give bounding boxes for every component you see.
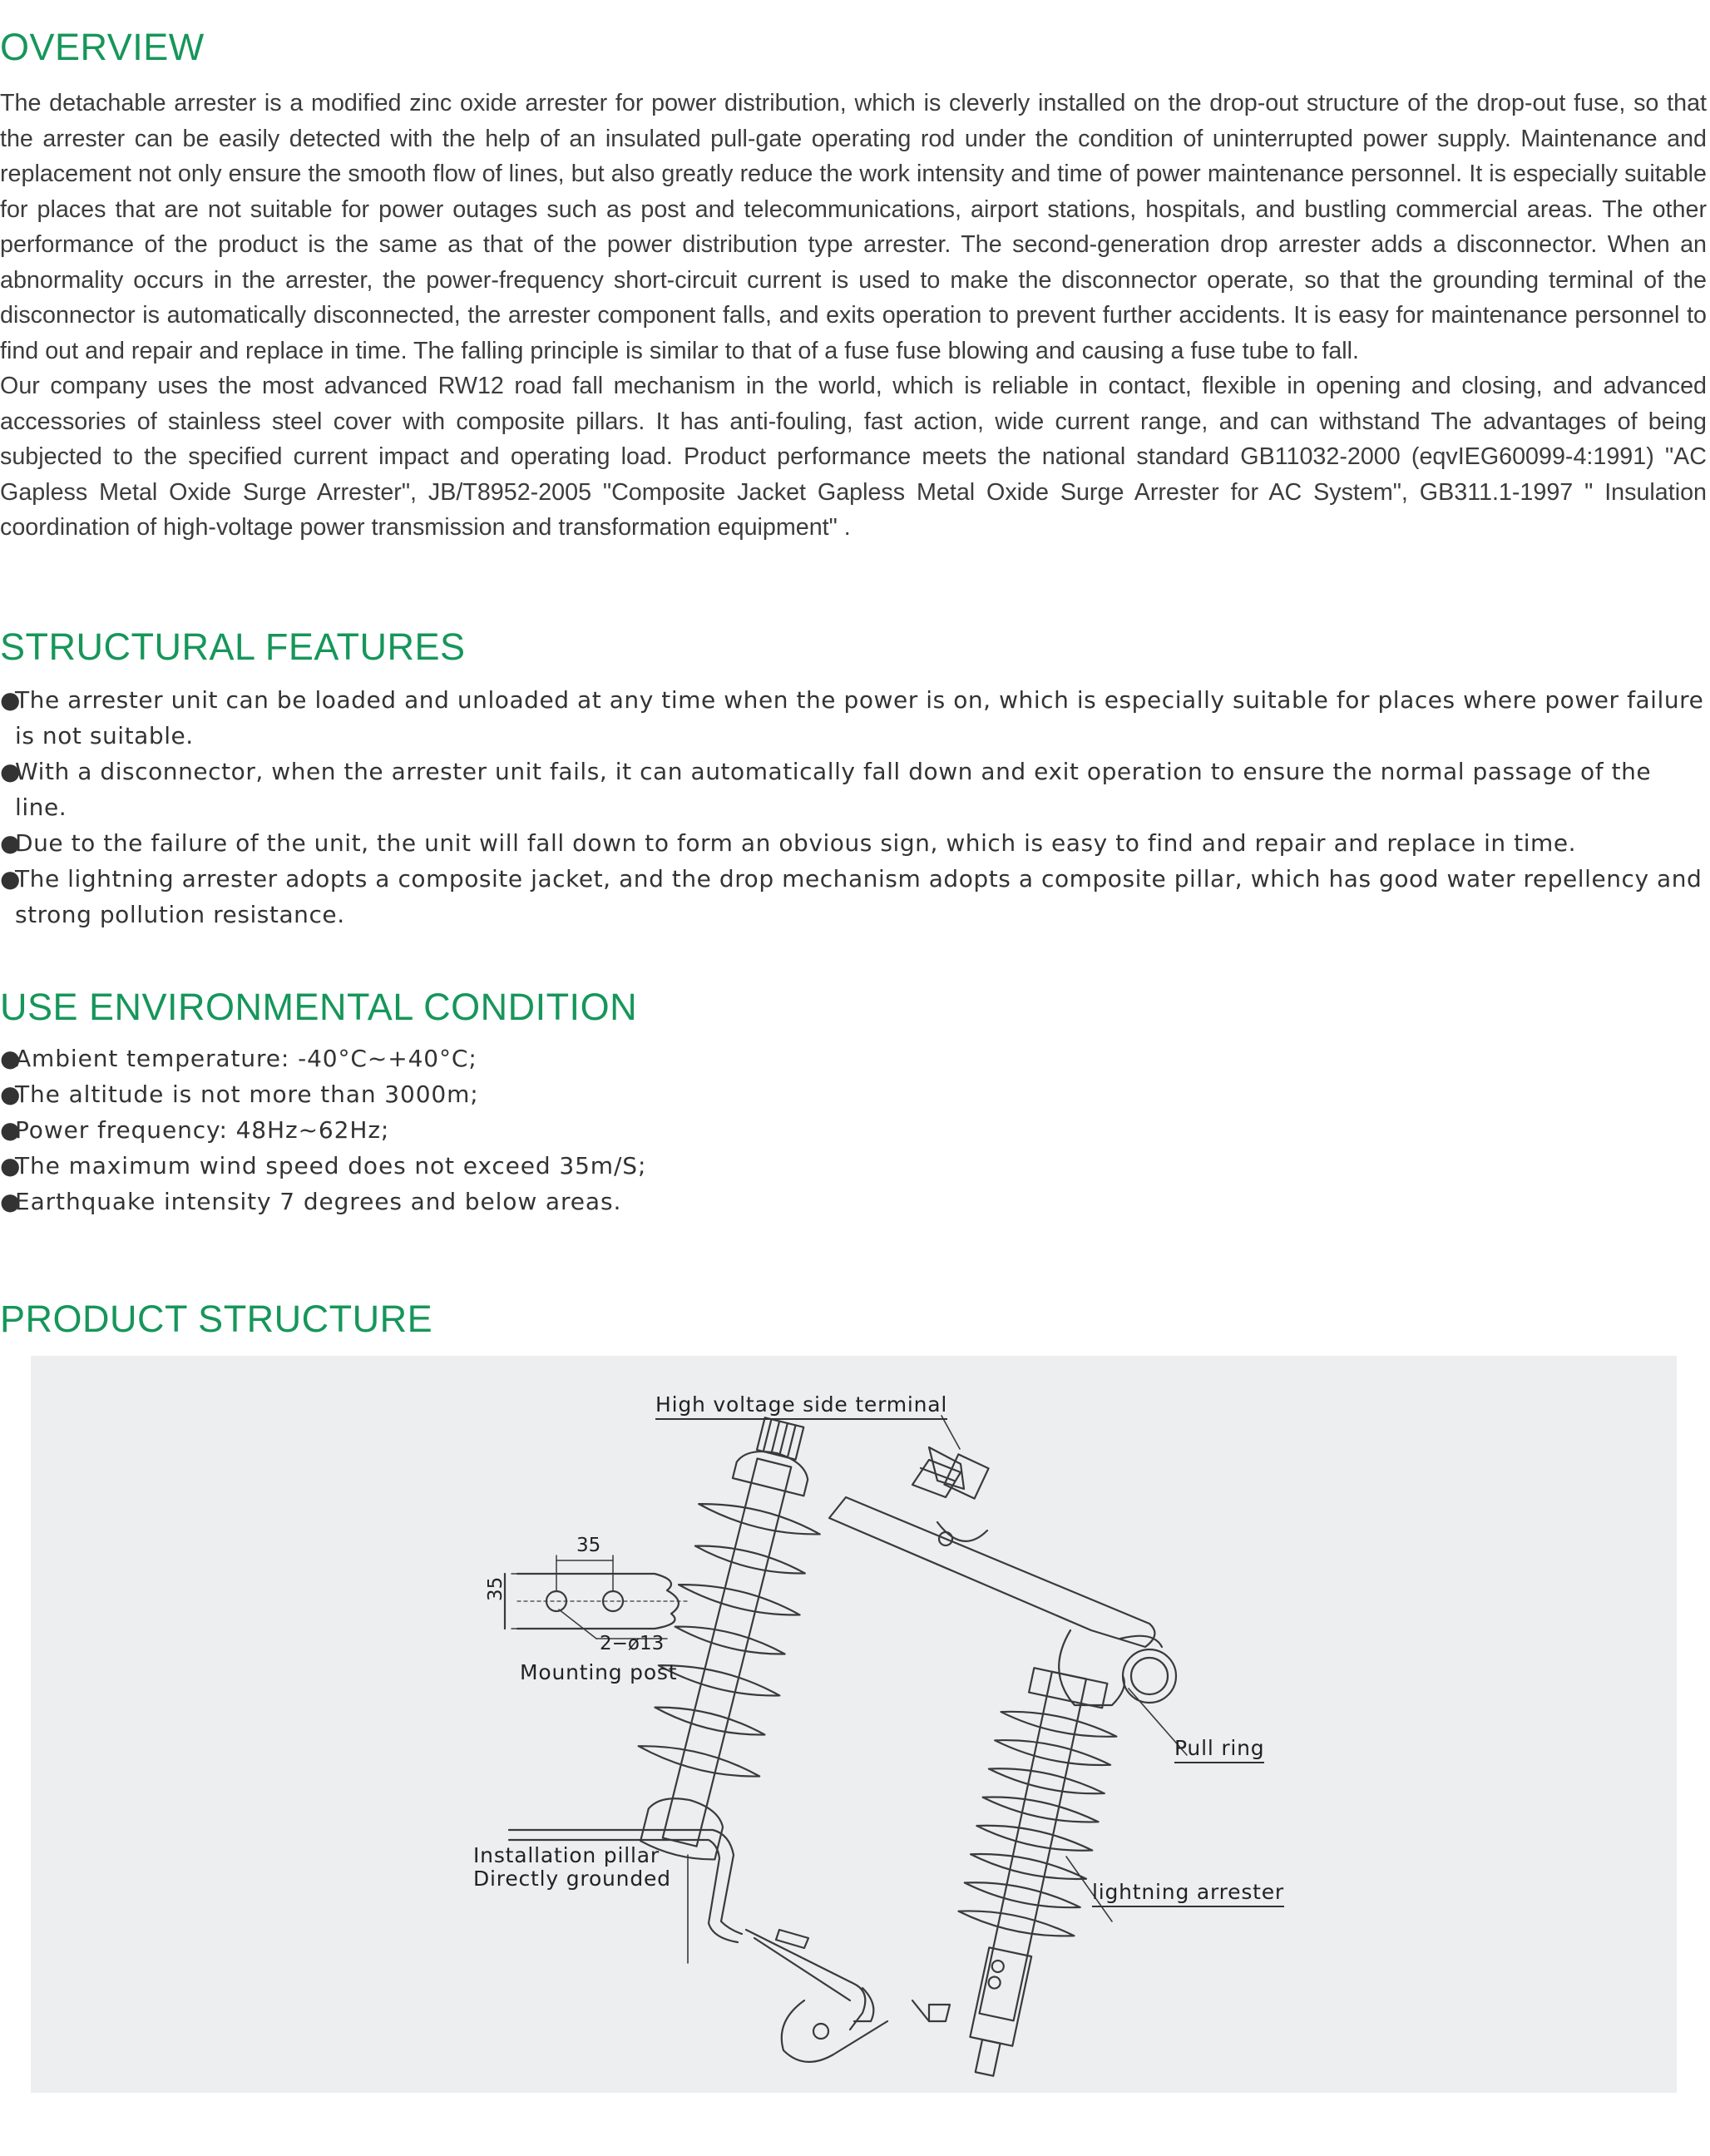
overview-paragraph-2: Our company uses the most advanced RW12 road fall mechanism in the world, which is reliable in contact, flexible in opening and closing, and advanced accessories of stainless steel cover with composite pillars. It has anti-fouling, fast action, wide current range, and can withstand The advantages of being subjected to the specified current impact and operating load. Product performance meets the national standard GB11032-2000 (eqvIEG60099-4:1991) "AC Gapless Metal Oxide Surge Arrester", JB/T8952-2005 "Composite Jacket Gapless Metal Oxide Surge Arrester for AC System", GB311.1-1997 " Insulation coordination of high-voltage power transmission and transformation equipment" .	[0, 373, 1707, 541]
list-item-text: With a disconnector, when the arrester unit fails, it can automatically fall down and exit operation to ensure the normal passage of the line.	[15, 758, 1652, 821]
bullet-icon: ●	[0, 1080, 22, 1108]
hole-spec-label: 2−ø13	[600, 1633, 665, 1654]
list-item	[0, 754, 1707, 825]
pull-ring	[1059, 1630, 1176, 1705]
list-item-text: The maximum wind speed does not exceed 35m/S;	[15, 1152, 647, 1179]
structural-features-title: STRUCTURAL FEATURES	[0, 626, 466, 668]
list-item	[0, 1112, 1707, 1148]
high-voltage-terminal	[829, 1447, 1154, 1647]
bullet-icon: ●	[0, 1045, 22, 1072]
bullet-icon: ●	[0, 1152, 22, 1179]
structural-features-list	[0, 682, 1707, 932]
mounting-post-detail	[505, 1555, 688, 1639]
environment-list	[0, 1041, 1707, 1219]
bullet-icon: ●	[0, 686, 21, 714]
list-item-text: The lightning arrester adopts a composite jacket, and the drop mechanism adopts a composite pillar, which has good water repellency and strong pollution resistance.	[15, 865, 1703, 928]
installation-pillar-label: Installation pillar	[473, 1843, 660, 1867]
bullet-icon: ●	[0, 1188, 22, 1215]
environment-title: USE ENVIRONMENTAL CONDITION	[0, 986, 638, 1028]
bullet-icon: ●	[0, 829, 21, 857]
list-item	[0, 1184, 1707, 1219]
lightning-arrester-body	[927, 1663, 1127, 2086]
list-item	[0, 1148, 1707, 1184]
list-item	[0, 825, 1707, 861]
product-structure-title: PRODUCT STRUCTURE	[0, 1298, 433, 1340]
mounting-post-label: Mounting post	[520, 1660, 678, 1684]
arrester-drawing	[31, 1356, 1677, 2093]
bullet-icon: ●	[0, 1116, 22, 1144]
list-item-text: Earthquake intensity 7 degrees and below areas.	[15, 1188, 622, 1215]
high-voltage-terminal-label: High voltage side terminal	[655, 1392, 947, 1420]
list-item-text: The altitude is not more than 3000m;	[15, 1080, 479, 1108]
list-item-text: Due to the failure of the unit, the unit will fall down to form an obvious sign, which is easy to find and repair and replace in time.	[15, 829, 1577, 857]
overview-title: OVERVIEW	[0, 26, 205, 68]
bullet-icon: ●	[0, 865, 21, 893]
list-item-text: Ambient temperature: -40°C~+40°C;	[15, 1045, 477, 1072]
list-item	[0, 682, 1707, 754]
dimension-vertical: 35	[485, 1576, 507, 1601]
bullet-icon: ●	[0, 758, 21, 785]
product-structure-diagram	[31, 1356, 1677, 2093]
dimension-horizontal: 35	[576, 1535, 601, 1556]
list-item	[0, 861, 1707, 932]
directly-grounded-label: Directly grounded	[473, 1867, 671, 1891]
list-item	[0, 1041, 1707, 1076]
list-item-text: Power frequency: 48Hz~62Hz;	[15, 1116, 390, 1144]
overview-paragraph-1: The detachable arrester is a modified zinc oxide arrester for power distribution, which is cleverly installed on the drop-out structure of the drop-out fuse, so that the arrester can be easily detected with the help of an insulated pull-gate operating rod under the condition of uninterrupted power supply. Maintenance and replacement not only ensure the smooth flow of lines, but also greatly reduce the work intensity and time of power maintenance personnel. It is especially suitable for places that are not suitable for power outages such as post and telecommunications, airport stations, hospitals, and bustling commercial areas. The other performance of the product is the same as that of the power distribution type arrester. The second-generation drop arrester adds a disconnector. When an abnormality occurs in the arrester, the power-frequency short-circuit current is used to make the disconnector operate, so that the grounding terminal of the disconnector is automatically disconnected, the arrester component falls, and exits operation to prevent further accidents. It is easy for maintenance personnel to find out and repair and replace in time. The falling principle is similar to that of a fuse fuse blowing and causing a fuse tube to fall.	[0, 90, 1707, 364]
list-item	[0, 1076, 1707, 1112]
list-item-text: The arrester unit can be loaded and unloaded at any time when the power is on, which is especially suitable for places where power failure is not suitable.	[15, 686, 1704, 749]
pull-ring-label: Pull ring	[1174, 1736, 1264, 1763]
lightning-arrester-label: lightning arrester	[1092, 1880, 1284, 1907]
